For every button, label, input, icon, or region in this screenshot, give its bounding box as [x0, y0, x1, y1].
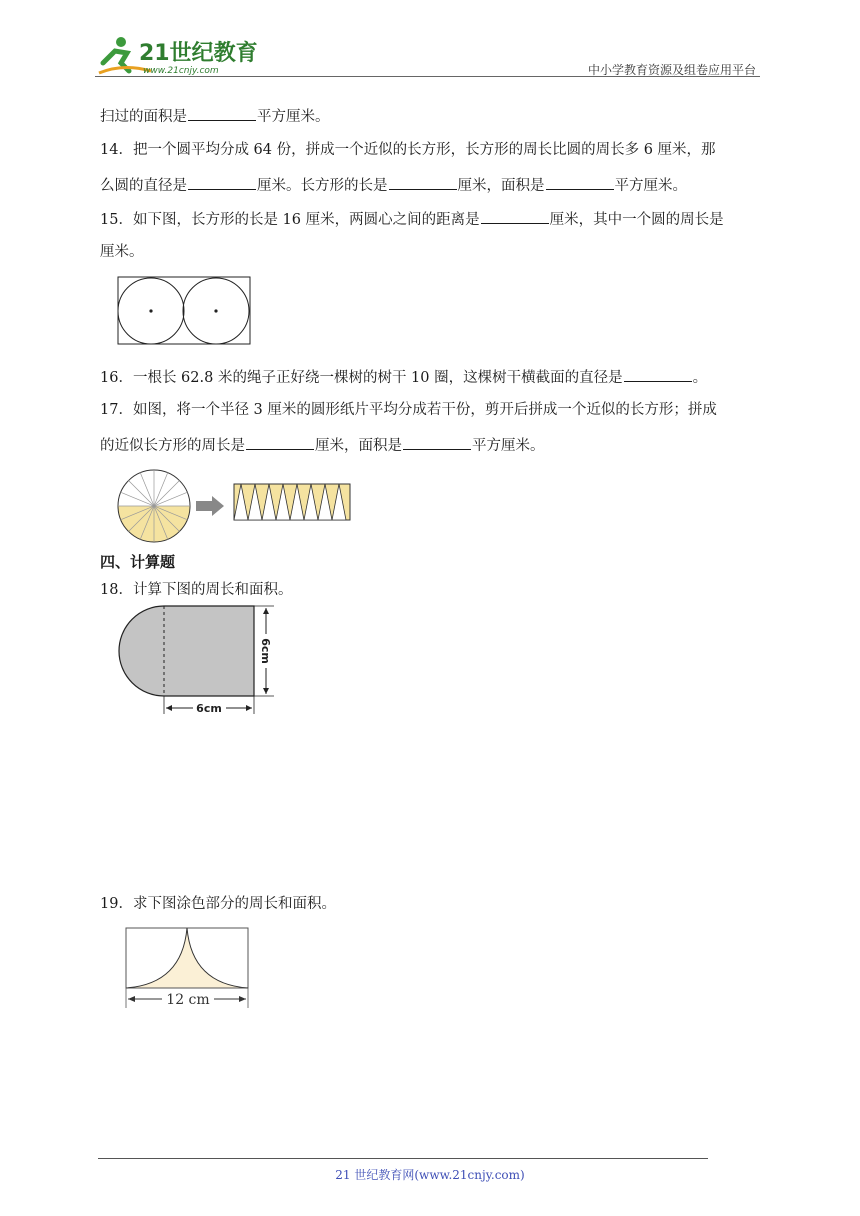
q16-suffix: 。	[692, 370, 708, 386]
q17-line2	[100, 434, 545, 456]
answer-blank[interactable]	[481, 208, 549, 224]
q19-text: 19．求下图涂色部分的周长和面积。	[100, 896, 336, 912]
answer-blank[interactable]	[624, 366, 692, 382]
q17-text-b: 厘米，面积是	[315, 438, 402, 454]
answer-blank[interactable]	[403, 434, 471, 450]
logo	[93, 33, 273, 77]
two-circles-in-rectangle-figure	[117, 276, 251, 346]
q14-line1: 14．把一个圆平均分成 64 份，拼成一个近似的长方形，长方形的周长比圆的周长多 6 厘米，那	[100, 142, 716, 158]
logo-runner-icon	[93, 33, 273, 77]
q17-text-a: 的近似长方形的周长是	[100, 438, 245, 454]
q17-line1: 17．如图，将一个半径 3 厘米的圆形纸片平均分成若干份，剪开后拼成一个近似的长方形；拼成	[100, 402, 717, 418]
width-label: 12 cm	[166, 992, 210, 1008]
q13-tail-text: 扫过的面积是	[100, 109, 187, 125]
answer-blank[interactable]	[389, 174, 457, 190]
q14-text-d: 平方厘米。	[614, 178, 687, 194]
section-title: 四、计算题	[100, 553, 176, 571]
q15-text-b: 厘米，其中一个圆的周长是	[549, 212, 724, 228]
q14-text-c: 厘米，面积是	[457, 178, 545, 194]
arrow-right-icon	[196, 496, 224, 516]
answer-blank[interactable]	[546, 174, 614, 190]
q14-text-a: 么圆的直径是	[100, 178, 187, 194]
logo-text: 21世纪教育	[139, 41, 258, 66]
circle-to-rectangle-figure	[116, 468, 356, 544]
header-platform-text: 中小学教育资源及组卷应用平台	[587, 63, 756, 77]
q15-text-a: 15．如下图，长方形的长是 16 厘米，两圆心之间的距离是	[100, 212, 480, 228]
semicircle-square-figure	[118, 600, 280, 718]
q13-tail-line	[100, 105, 330, 127]
q16-line	[100, 366, 707, 388]
q15-line1	[100, 208, 724, 230]
q15-line2: 厘米。	[100, 244, 144, 260]
footer-link[interactable]: 21 世纪教育网(www.21cnjy.com)	[335, 1168, 525, 1182]
q14-line2	[100, 174, 687, 196]
logo-url-text: www.21cnjy.com	[143, 66, 219, 76]
footer-divider	[98, 1158, 708, 1159]
q18-text: 18．计算下图的周长和面积。	[100, 582, 293, 598]
header-divider	[95, 76, 760, 77]
width-label: 6cm	[196, 702, 222, 715]
q16-text: 16．一根长 62.8 米的绳子正好绕一棵树的树干 10 圈，这棵树干横截面的直径是	[100, 370, 623, 386]
q14-text-b: 厘米。长方形的长是	[257, 178, 388, 194]
q17-text-c: 平方厘米。	[472, 438, 545, 454]
height-label: 6cm	[259, 638, 272, 664]
shaded-region-figure	[122, 924, 254, 1012]
q13-tail-suffix: 平方厘米。	[257, 109, 330, 125]
answer-blank[interactable]	[188, 174, 256, 190]
answer-blank[interactable]	[188, 105, 256, 121]
answer-blank[interactable]	[246, 434, 314, 450]
